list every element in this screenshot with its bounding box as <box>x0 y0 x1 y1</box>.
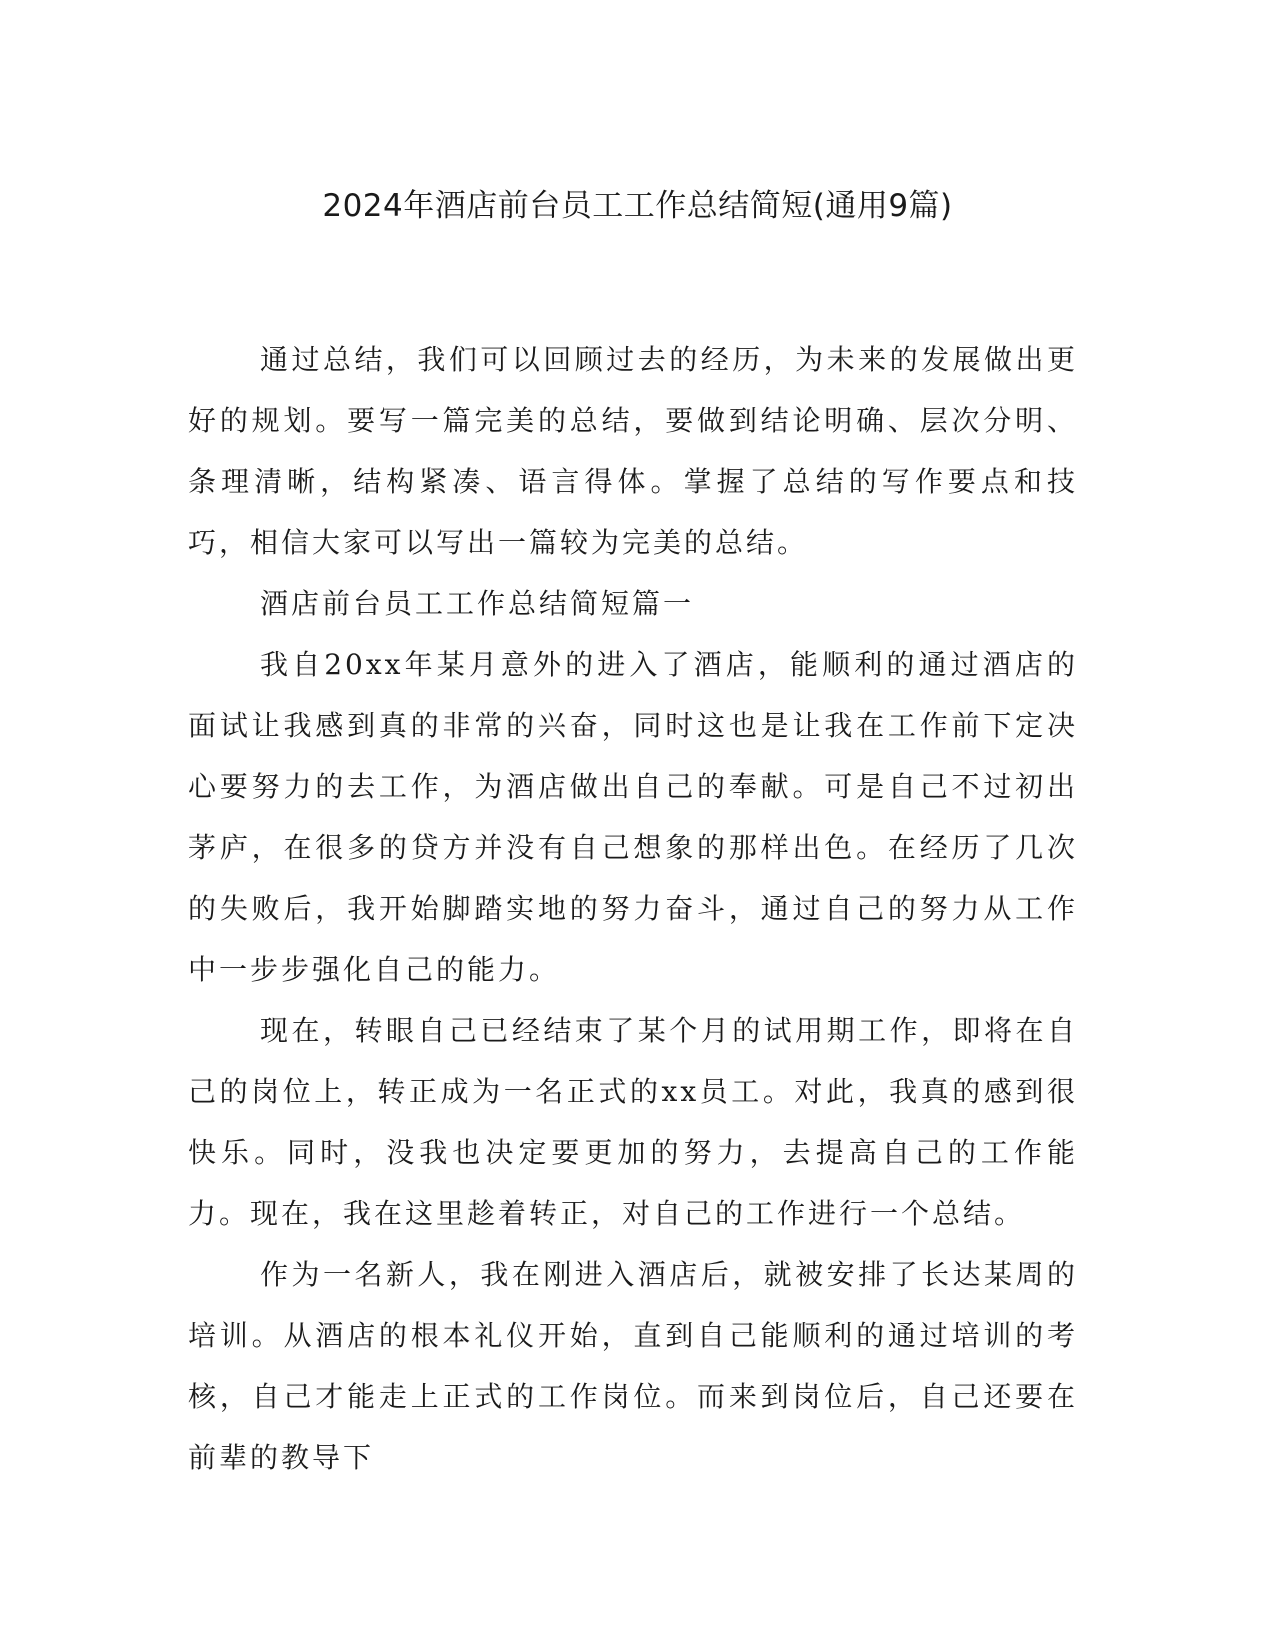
body-paragraph: 作为一名新人，我在刚进入酒店后，就被安排了长达某周的培训。从酒店的根本礼仪开始，直到自己能顺利的通过培训的考核，自己才能走上正式的工作岗位。而来到岗位后，自己还要在前辈的教导下 <box>188 1258 1078 1474</box>
document-title: 2024年酒店前台员工工作总结简短(通用9篇) <box>322 188 953 224</box>
body-paragraph: 现在，转眼自己已经结束了某个月的试用期工作，即将在自己的岗位上，转正成为一名正式的xx员工。对此，我真的感到很快乐。同时，没我也决定要更加的努力，去提高自己的工作能力。现在，我在这里趁着转正，对自己的工作进行一个总结。 <box>188 1014 1078 1230</box>
intro-paragraph: 通过总结，我们可以回顾过去的经历，为未来的发展做出更好的规划。要写一篇完美的总结，要做到结论明确、层次分明、条理清晰，结构紧凑、语言得体。掌握了总结的写作要点和技巧，相信大家可以写出一篇较为完美的总结。 <box>188 343 1078 559</box>
section-heading: 酒店前台员工工作总结简短篇一 <box>260 587 695 620</box>
body-paragraph: 我自20xx年某月意外的进入了酒店，能顺利的通过酒店的面试让我感到真的非常的兴奋，同时这也是让我在工作前下定决心要努力的去工作，为酒店做出自己的奉献。可是自己不过初出茅庐，在很多的贷方并没有自己想象的那样出色。在经历了几次的失败后，我开始脚踏实地的努力奋斗，通过自己的努力从工作中一步步强化自己的能力。 <box>188 648 1078 986</box>
document-body <box>188 329 1078 1488</box>
